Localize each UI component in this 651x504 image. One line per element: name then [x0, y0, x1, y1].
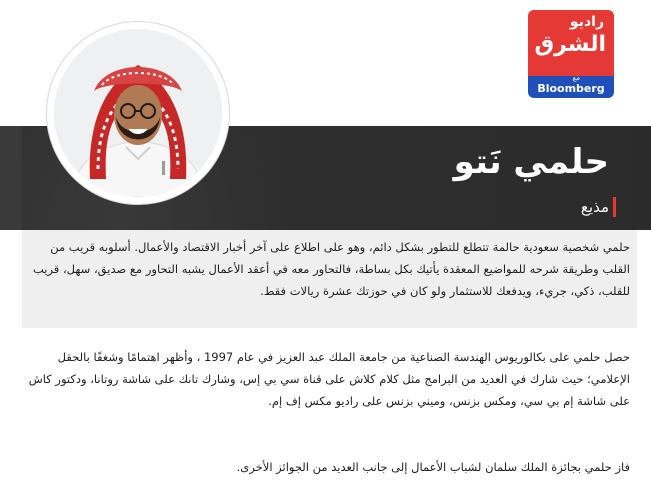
- presenter-name: حلمي نَتو: [453, 142, 609, 182]
- logo-blue-panel: [528, 76, 614, 98]
- radio-asharq-logo: [528, 10, 614, 98]
- logo-red-panel: [528, 10, 614, 76]
- banner-left-strip: [0, 126, 22, 230]
- avatar: [54, 29, 222, 197]
- bio-highlight-box: [22, 230, 637, 328]
- awards-paragraph: فاز حلمي بجائزة الملك سلمان لشباب الأعمال إلى جانب العديد من الجوائز الأخرى.: [236, 460, 630, 474]
- presenter-portrait-icon: [54, 29, 222, 197]
- logo-radio-text: راديو: [569, 14, 604, 30]
- logo-partner-text: Bloomberg: [537, 82, 605, 95]
- bio-paragraph: حلمي شخصية سعودية حالمة تتطلع للتطور بشكل دائم، وهو على اطلاع على آخر أخبار الاقتصاد والأعمال. أسلوبه قريب من القلب وطريقة شرحه للمواضيع المعقدة يأتيك بكل بساطة، فالتحاور معه في أعقد الأعمال يشبه التحاور مع صديق، سهل، قريب للقلب، ذكي، جريء، ويدفعك للاستثمار ولو كان في حوزتك عشرة ريالات فقط.: [32, 240, 630, 298]
- education-paragraph: حصل حلمي على بكالوريوس الهندسة الصناعية من جامعة الملك عبد العزيز في عام 1997 ، وأظهر اهتمامًا وشغفًا بالحقل الإعلامي؛ حيث شارك في العديد من البرامج مثل كلام كلاش على قناة سي بي إس، وشارك تانك على شاشة روتانا، ودكتور كاش على شاشة إم بي سي، ومكس بزنس، وميني بزنس على راديو مكس إف إم.: [28, 350, 630, 408]
- presenter-role: مذيع: [580, 198, 609, 216]
- role-accent-bar: [613, 197, 616, 217]
- logo-with-text: مع: [572, 74, 580, 82]
- logo-brand-text: الشرق: [534, 32, 606, 57]
